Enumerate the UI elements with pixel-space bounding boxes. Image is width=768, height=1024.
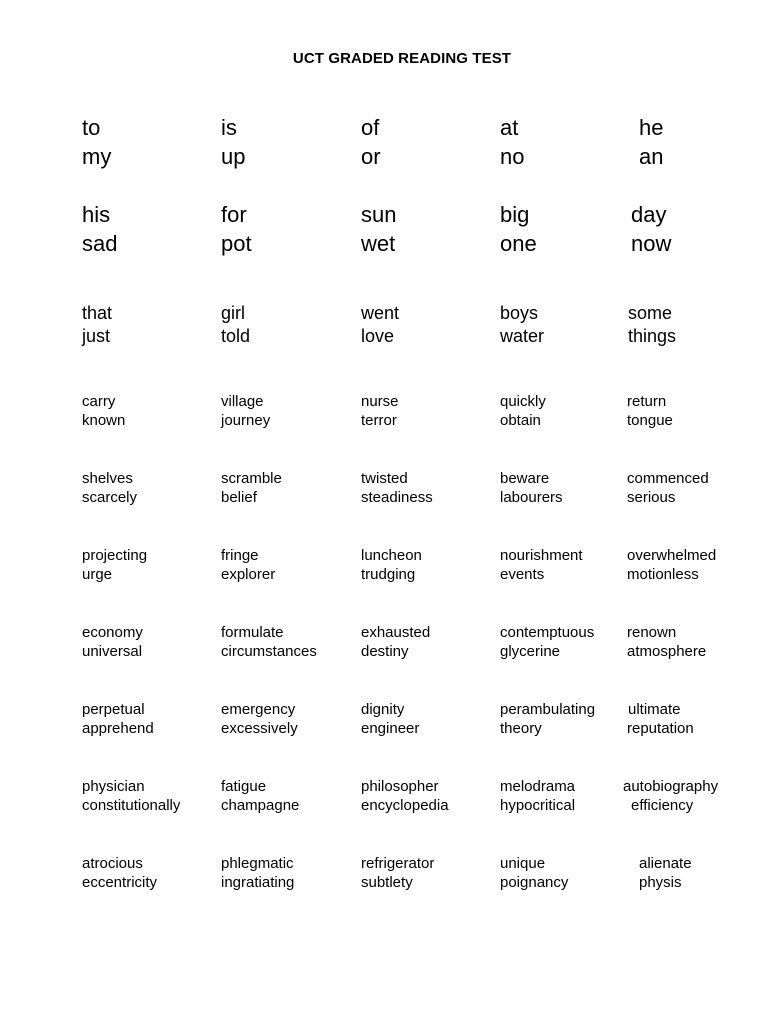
test-word: at	[500, 115, 519, 140]
word-row	[0, 546, 768, 565]
word-group	[0, 113, 768, 171]
test-word: commenced	[627, 470, 709, 487]
test-word: told	[221, 326, 251, 346]
test-word: apprehend	[82, 720, 154, 737]
test-word: fringe	[221, 547, 259, 564]
test-word: atrocious	[82, 855, 143, 872]
test-word: poignancy	[500, 874, 569, 891]
test-word: circumstances	[221, 643, 317, 660]
test-word: of	[361, 115, 380, 140]
test-word: alienate	[639, 855, 692, 872]
word-group	[0, 623, 768, 661]
test-word: shelves	[82, 470, 133, 487]
test-word: luncheon	[361, 547, 422, 564]
test-word: steadiness	[361, 489, 433, 506]
word-row	[0, 565, 768, 584]
word-row	[0, 392, 768, 411]
test-word: his	[82, 202, 111, 227]
word-row	[0, 113, 768, 142]
test-word: emergency	[221, 701, 296, 718]
test-word: economy	[82, 624, 143, 641]
test-word: an	[639, 144, 664, 169]
test-word: scramble	[221, 470, 282, 487]
test-word: terror	[361, 412, 397, 429]
test-word: perpetual	[82, 701, 145, 718]
test-word: twisted	[361, 470, 408, 487]
test-word: melodrama	[500, 778, 576, 795]
test-word: quickly	[500, 393, 546, 410]
test-word: love	[361, 326, 395, 346]
test-word: glycerine	[500, 643, 561, 660]
test-word: fatigue	[221, 778, 267, 795]
test-word: constitutionally	[82, 797, 181, 814]
test-word: pot	[221, 231, 252, 256]
word-row	[0, 700, 768, 719]
test-word: big	[500, 202, 530, 227]
test-word: destiny	[361, 643, 409, 660]
word-row	[0, 411, 768, 430]
test-word: wet	[361, 231, 396, 256]
word-group	[0, 469, 768, 507]
test-word: exhausted	[361, 624, 431, 641]
test-word: known	[82, 412, 126, 429]
test-word: perambulating	[500, 701, 596, 718]
word-row	[0, 854, 768, 873]
test-word: trudging	[361, 566, 416, 583]
test-word: my	[82, 144, 112, 169]
test-word: obtain	[500, 412, 541, 429]
test-word: some	[628, 303, 673, 323]
test-word: now	[631, 231, 672, 256]
test-word: reputation	[627, 720, 694, 737]
word-group	[0, 302, 768, 348]
test-word: urge	[82, 566, 113, 583]
test-word: just	[82, 326, 111, 346]
test-word: journey	[221, 412, 271, 429]
test-word: efficiency	[631, 797, 694, 814]
word-row	[0, 325, 768, 348]
test-word: day	[631, 202, 667, 227]
page-title: UCT GRADED READING TEST	[292, 50, 512, 67]
test-word: atmosphere	[627, 643, 707, 660]
word-group	[0, 200, 768, 258]
word-row	[0, 796, 768, 815]
test-word: projecting	[82, 547, 148, 564]
test-word: engineer	[361, 720, 420, 737]
test-word: is	[221, 115, 237, 140]
test-word: or	[361, 144, 381, 169]
test-word: formulate	[221, 624, 284, 641]
word-row	[0, 302, 768, 325]
test-word: theory	[500, 720, 542, 737]
word-row	[0, 777, 768, 796]
test-word: physis	[639, 874, 682, 891]
test-word: return	[627, 393, 667, 410]
word-row	[0, 719, 768, 738]
word-row	[0, 200, 768, 229]
word-row	[0, 469, 768, 488]
test-word: nourishment	[500, 547, 583, 564]
word-group	[0, 777, 768, 815]
test-word: unique	[500, 855, 546, 872]
test-word: to	[82, 115, 101, 140]
test-word: subtlety	[361, 874, 413, 891]
test-word: that	[82, 303, 113, 323]
test-word: scarcely	[82, 489, 138, 506]
test-word: boys	[500, 303, 539, 323]
test-word: went	[361, 303, 400, 323]
test-word: village	[221, 393, 264, 410]
word-group	[0, 700, 768, 738]
test-word: events	[500, 566, 545, 583]
test-word: beware	[500, 470, 550, 487]
test-word: refrigerator	[361, 855, 435, 872]
test-word: for	[221, 202, 247, 227]
test-word: philosopher	[361, 778, 439, 795]
test-word: hypocritical	[500, 797, 576, 814]
test-word: no	[500, 144, 525, 169]
test-word: labourers	[500, 489, 563, 506]
word-row	[0, 623, 768, 642]
test-word: sun	[361, 202, 397, 227]
test-word: water	[500, 326, 545, 346]
test-word: he	[639, 115, 664, 140]
test-word: autobiography	[623, 778, 719, 795]
test-word: universal	[82, 643, 143, 660]
test-word: one	[500, 231, 537, 256]
test-word: ingratiating	[221, 874, 295, 891]
test-word: tongue	[627, 412, 673, 429]
test-word: carry	[82, 393, 116, 410]
test-word: nurse	[361, 393, 399, 410]
test-word: serious	[627, 489, 676, 506]
word-row	[0, 229, 768, 258]
test-word: phlegmatic	[221, 855, 294, 872]
test-word: things	[628, 326, 677, 346]
test-word: physician	[82, 778, 145, 795]
word-row	[0, 142, 768, 171]
test-word: eccentricity	[82, 874, 158, 891]
test-word: belief	[221, 489, 257, 506]
test-word: contemptuous	[500, 624, 595, 641]
word-row	[0, 873, 768, 892]
test-word: ultimate	[628, 701, 681, 718]
test-word: excessively	[221, 720, 298, 737]
test-word: girl	[221, 303, 246, 323]
word-row	[0, 488, 768, 507]
test-word: motionless	[627, 566, 699, 583]
test-word: champagne	[221, 797, 300, 814]
test-word: dignity	[361, 701, 405, 718]
test-word: explorer	[221, 566, 276, 583]
word-group	[0, 392, 768, 430]
word-group	[0, 854, 768, 892]
word-group	[0, 546, 768, 584]
test-word: up	[221, 144, 246, 169]
test-word: sad	[82, 231, 118, 256]
test-word: renown	[627, 624, 677, 641]
test-word: overwhelmed	[627, 547, 717, 564]
word-row	[0, 642, 768, 661]
test-word: encyclopedia	[361, 797, 449, 814]
